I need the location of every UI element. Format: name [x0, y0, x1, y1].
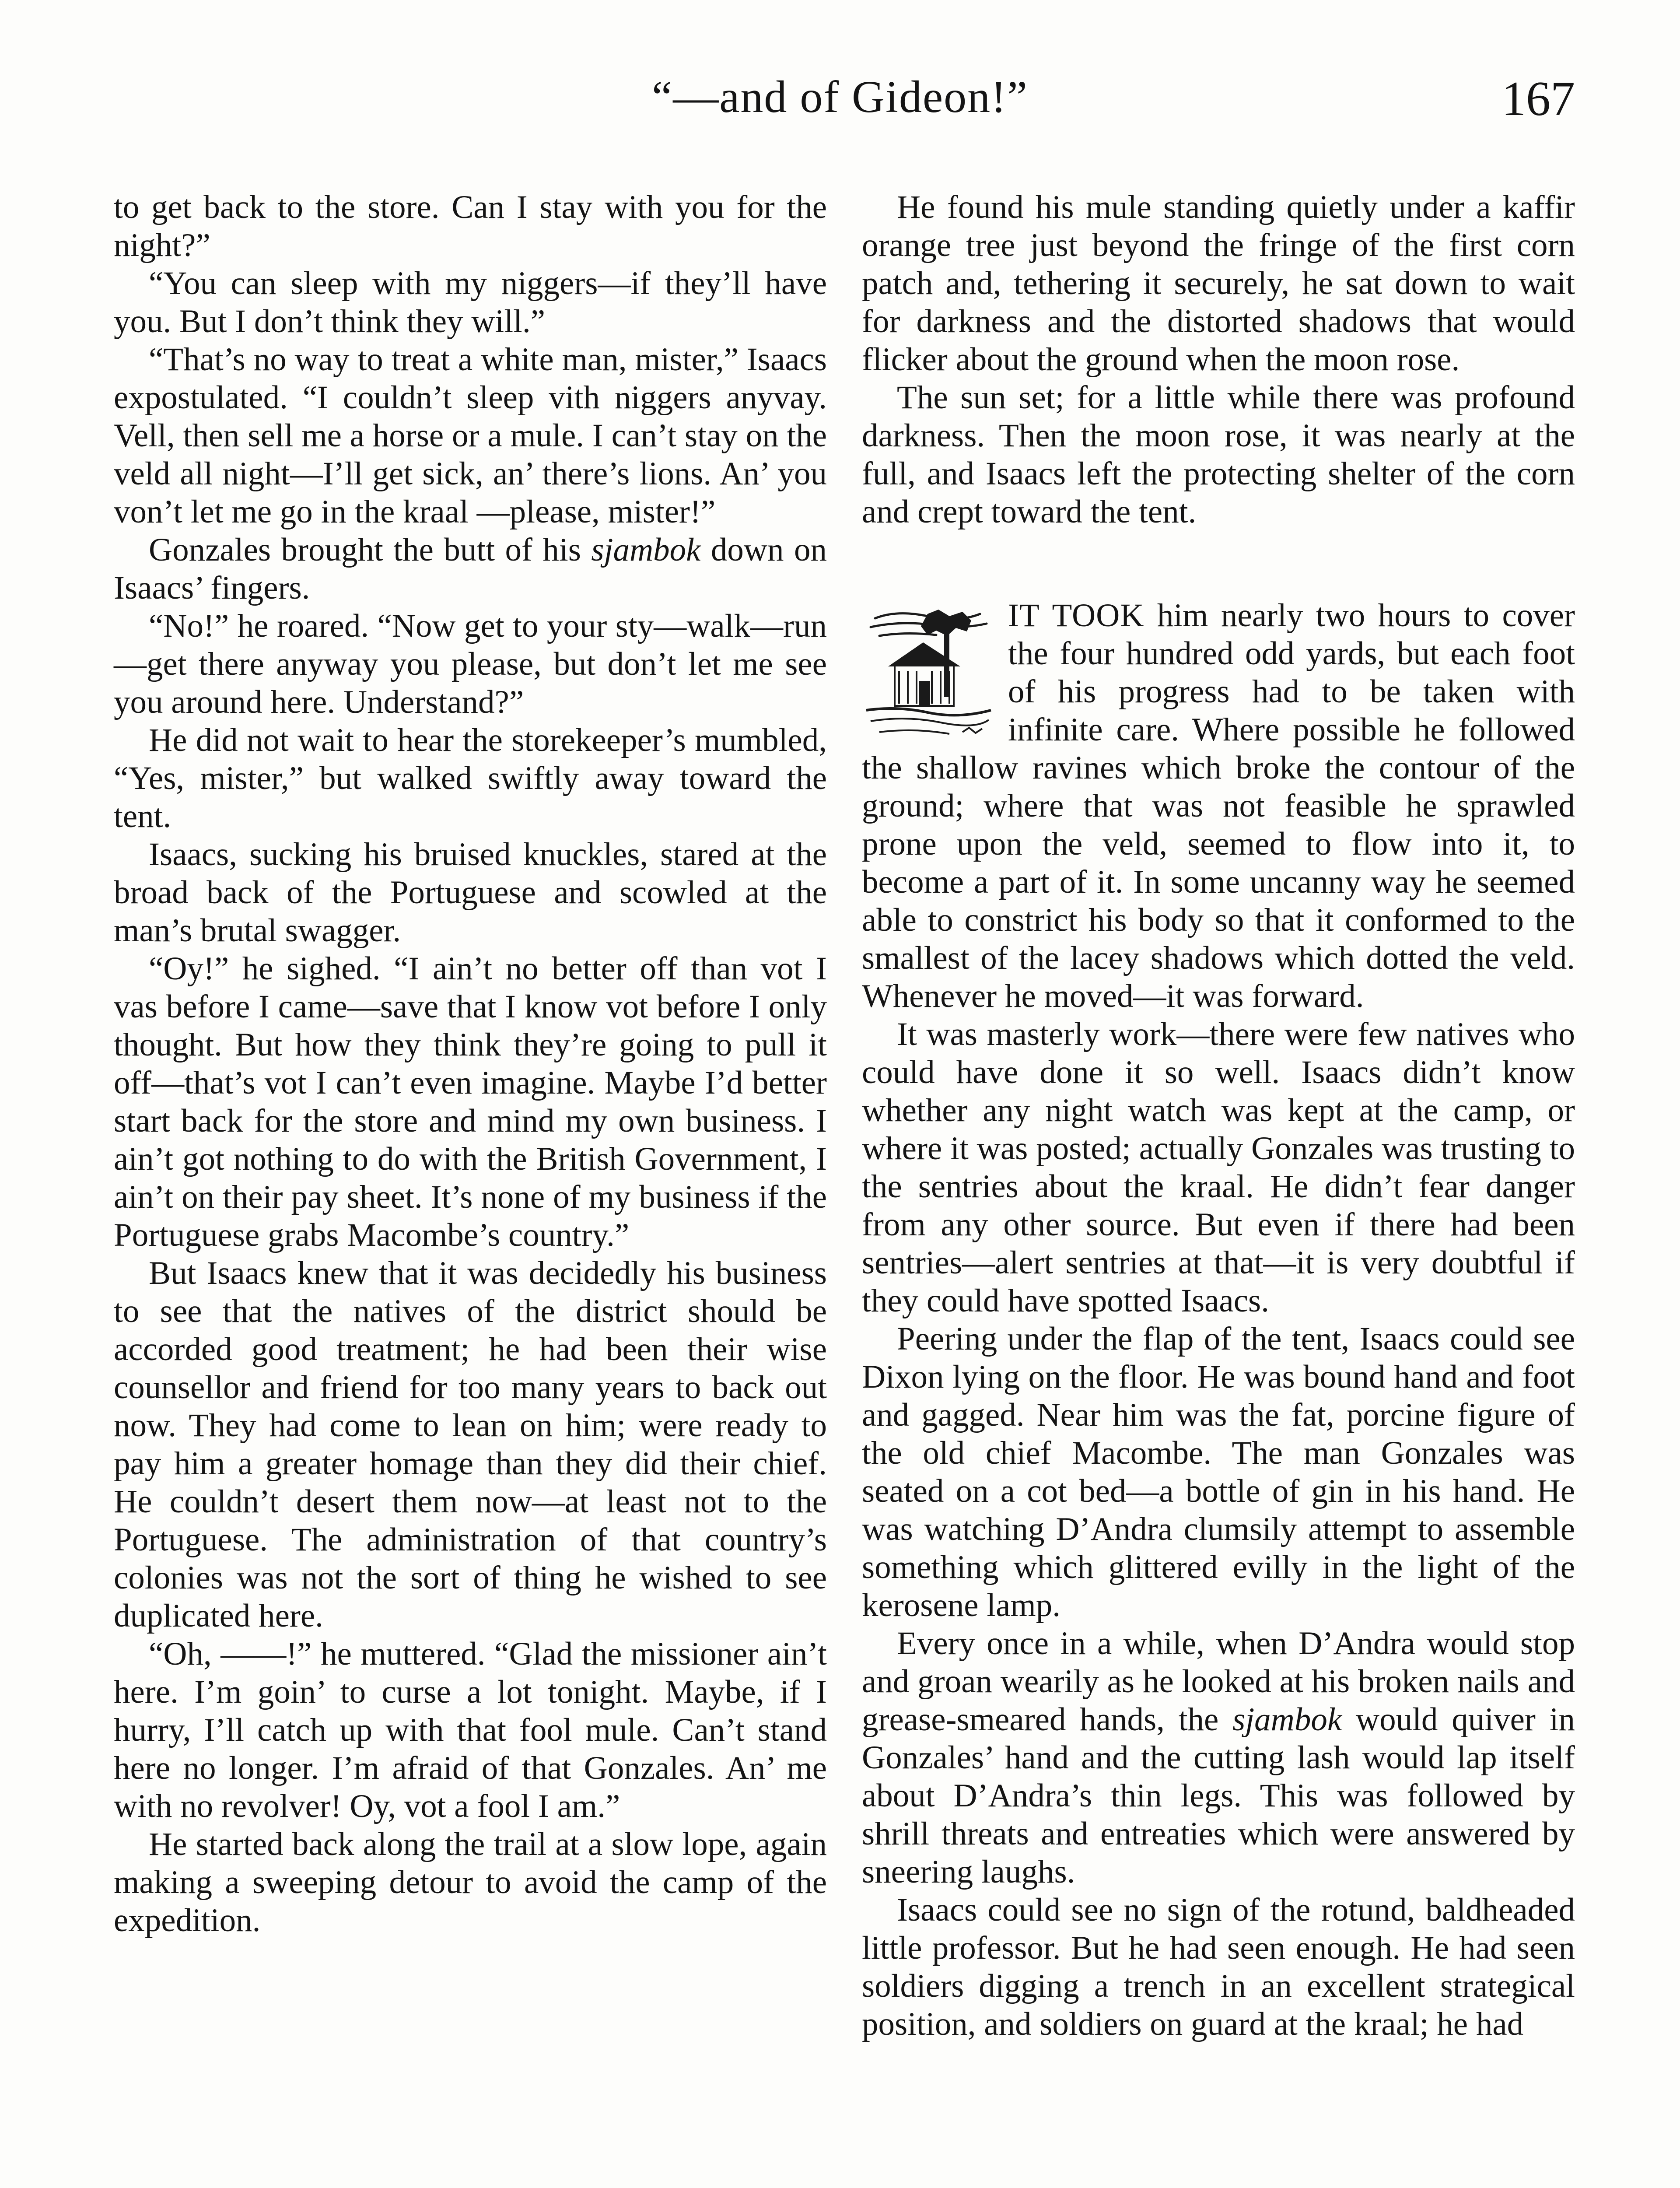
- paragraph: “Oh, ——!” he muttered. “Glad the missioner ain’t here. I’m goin’ to curse a lot tonight. Maybe, if I hurry, I’ll catch up with that fool mule. Can’t stand here no longer. I’m afraid of that Gonzales. An’ me with no revolver! Oy, vot a fool I am.”: [114, 1636, 827, 1824]
- paragraph: But Isaacs knew that it was decidedly his business to see that the natives of the district should be accorded good treatment; he had been their wise counsellor and friend for too many years to back out now. They had come to lean on him; were ready to pay him a greater homage than they did their chief. He couldn’t desert them now—at least not to the Portuguese. The administration of that country’s colonies was not the sort of thing he wished to see duplicated here.: [114, 1255, 827, 1634]
- paragraph: It was masterly work—there were few natives who could have done it so well. Isaacs didn’t know whether any night watch was kept at the camp, or where it was posted; actually Gonzales was trusting to the sentries about the kraal. He didn’t fear danger from any other source. But even if there had been sentries—alert sentries at that—it is very doubtful if they could have spotted Isaacs.: [862, 1016, 1575, 1319]
- right-text-column: [862, 188, 1575, 2043]
- paragraph: “No!” he roared. “Now get to your sty—walk—run—get there anyway you please, but don’t let me see you around here. Understand?”: [114, 608, 827, 720]
- paragraph: The sun set; for a little while there was profound darkness. Then the moon rose, it was nearly at the full, and Isaacs left the protecting shelter of the corn and crept toward the tent.: [862, 379, 1575, 530]
- italic-term: sjambok: [591, 532, 701, 568]
- paragraph: to get back to the store. Can I stay with you for the night?”: [114, 189, 827, 263]
- paragraph: [862, 1624, 1575, 1891]
- section-opening-words: IT TOOK: [1008, 597, 1144, 634]
- text-run: him nearly two hours to cover the four hundred odd yards, but each foot of his progress had to be taken with infinite care. Where possible he followed the shallow ravines which broke the contour of the ground; where that was not feasible he sprawled prone upon the veld, seemed to flow into it, to become a part of it. In some uncanny way he seemed able to constrict his body so that it conformed to the smallest of the lacey shadows which dotted the veld. Whenever he moved—it was forward.: [862, 597, 1575, 1014]
- text-run: would quiver in Gonzales’ hand and the cutting lash would lap itself about D’Andra’s thin legs. This was followed by shrill threats and entreaties which were answered by sneering laughs.: [862, 1701, 1575, 1890]
- paragraph: Peering under the flap of the tent, Isaacs could see Dixon lying on the floor. He was bound hand and foot and gagged. Near him was the fat, porcine figure of the old chief Macombe. The man Gonzales was seated on a cot bed—a bottle of gin in his hand. He was watching D’Andra clumsily attempt to assemble something which glittered evilly in the light of the kerosene lamp.: [862, 1321, 1575, 1623]
- italic-term: sjambok: [1232, 1701, 1342, 1738]
- paragraph: “You can sleep with my niggers—if they’ll have you. But I don’t think they will.”: [114, 265, 827, 340]
- running-title: “—and of Gideon!”: [652, 72, 1028, 122]
- page-number: 167: [1502, 72, 1575, 126]
- section-break: [862, 531, 1575, 596]
- paragraph: He started back along the trail at a slow lope, again making a sweeping detour to avoid the camp of the expedition.: [114, 1826, 827, 1939]
- paragraph: He did not wait to hear the storekeeper’s mumbled, “Yes, mister,” but walked swiftly away toward the tent.: [114, 722, 827, 835]
- left-text-column: [114, 188, 827, 1939]
- hut-under-tree-vignette-icon: [862, 601, 993, 745]
- vignette-drawing: [862, 601, 993, 745]
- paragraph: “That’s no way to treat a white man, mister,” Isaacs expostulated. “I couldn’t sleep vith niggers anyvay. Vell, then sell me a horse or a mule. I can’t stay on the veld all night—I’ll get sick, an’ there’s lions. An’ you von’t let me go in the kraal —please, mister!”: [114, 341, 827, 530]
- section-opening-paragraph: [862, 596, 1575, 1015]
- text-run: Every once in a while, when D’Andra would stop and groan wearily as he looked at his broken nails and grease-smeared hands, the: [862, 1625, 1575, 1738]
- paragraph: “Oy!” he sighed. “I ain’t no better off than vot I vas before I came—save that I know vot before I only thought. But how they think they’re going to pull it off—that’s vot I can’t even imagine. Maybe I’d better start back for the store and mind my own business. I ain’t got nothing to do with the British Government, I ain’t on their pay sheet. It’s none of my business if the Portuguese grabs Macombe’s country.”: [114, 950, 827, 1253]
- text-run: Gonzales brought the butt of his: [149, 532, 592, 568]
- paragraph: Isaacs could see no sign of the rotund, baldheaded little professor. But he had seen enough. He had seen soldiers digging a trench in an excellent strategical position, and soldiers on guard at the kraal; he had: [862, 1892, 1575, 2042]
- paragraph: [114, 531, 827, 607]
- paragraph: He found his mule standing quietly under a kaffir orange tree just beyond the fringe of the first corn patch and, tethering it securely, he sat down to wait for darkness and the distorted shadows that would flicker about the ground when the moon rose.: [862, 189, 1575, 378]
- paragraph: Isaacs, sucking his bruised knuckles, stared at the broad back of the Portuguese and scowled at the man’s brutal swagger.: [114, 836, 827, 949]
- text-run: down on Isaacs’ fingers.: [114, 532, 827, 606]
